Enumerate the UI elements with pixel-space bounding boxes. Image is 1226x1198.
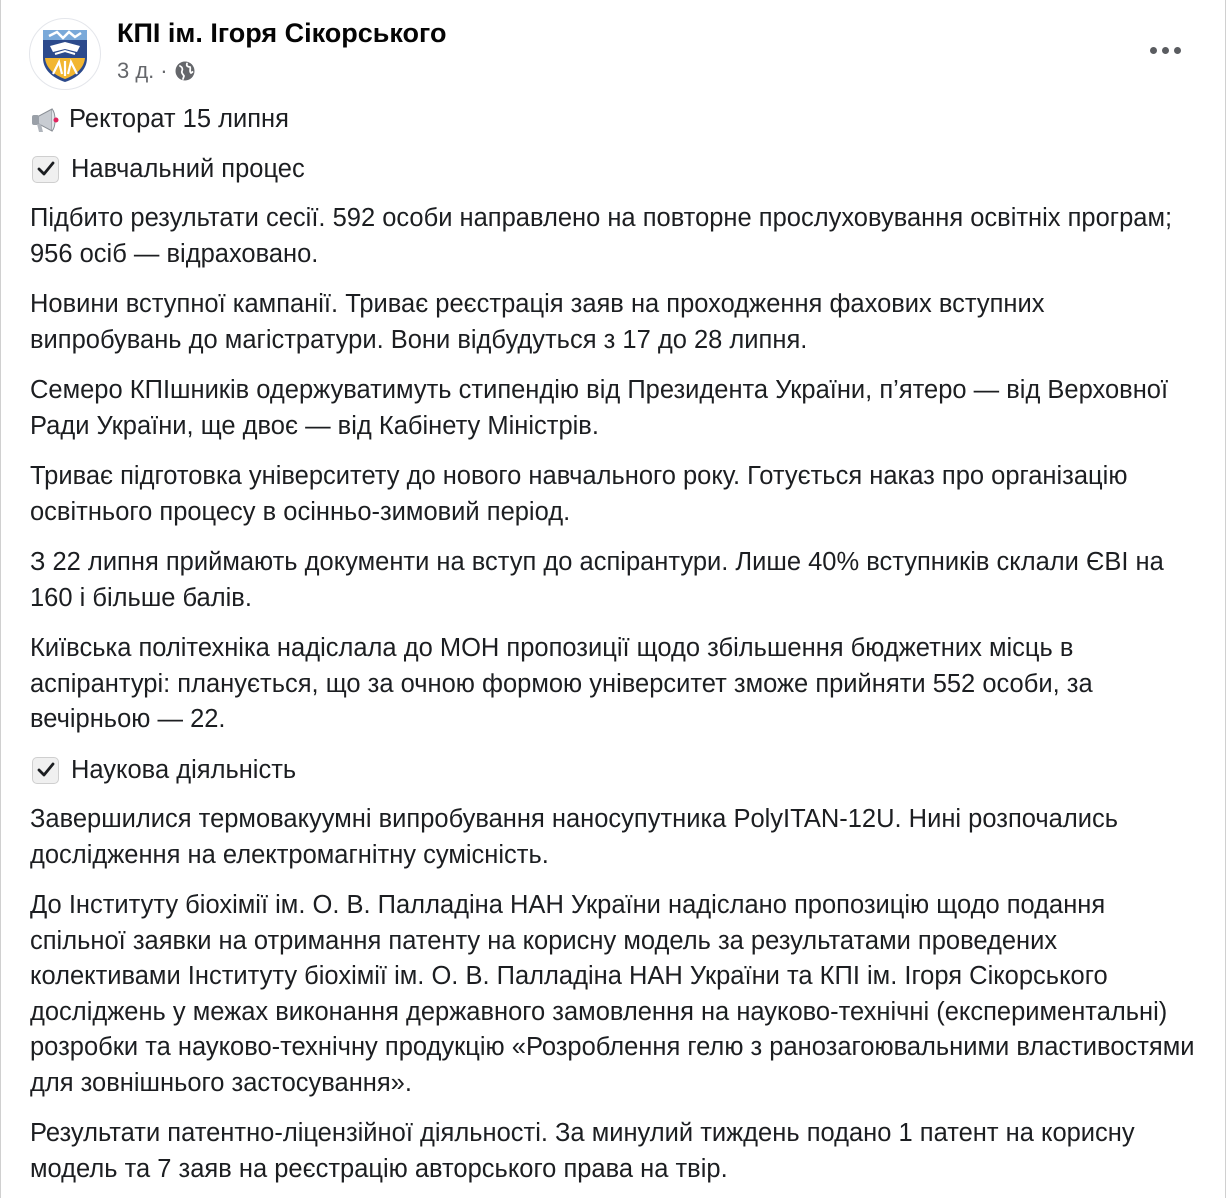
- paragraph: Семеро КПІшників одержуватимуть стипендію від Президента України, п’ятеро — від Верховної Ради України, ще двоє — від Кабінету Міністрів.: [30, 376, 1169, 440]
- post-header: [29, 14, 1185, 94]
- university-logo-icon: [35, 24, 95, 84]
- post-title: [30, 102, 1200, 138]
- paragraph: Новини вступної кампанії. Триває реєстрація заяв на проходження фахових вступних випробувань до магістратури. Вони відбудуться з 17 до 28 липня.: [30, 290, 1045, 354]
- more-horizontal-icon: [1150, 47, 1157, 54]
- meta-separator: ·: [160, 58, 168, 83]
- check-mark-icon: [32, 156, 59, 183]
- section-heading-text: Навчальний процес: [71, 154, 305, 183]
- megaphone-icon: [30, 105, 60, 135]
- page-avatar[interactable]: [29, 18, 101, 90]
- paragraph: Київська політехніка надіслала до МОН пропозиції щодо збільшення бюджетних місць в аспірантурі: планується, що за очною формою університет зможе прийняти 552 особи, за вечірньою — 22.: [30, 634, 1093, 733]
- paragraph: До Інституту біохімії ім. О. В. Палладіна НАН України надіслано пропозицію щодо подання спільної заявки на отримання патенту на корисну модель за результатами проведених колективами Інституту біохімії ім. О. В. Палладіна НАН України та КПІ ім. Ігоря Сікорського досліджень у межах виконання державного замовлення на науково-технічні (експериментальні) розробки та науково-технічну продукцію «Розроблення гелю з ранозагоювальними властивостями для зовнішнього застосування».: [30, 891, 1195, 1097]
- paragraph: Триває підготовка університету до нового навчального року. Готується наказ про організацію освітнього процесу в осінньо-зимовий період.: [30, 462, 1128, 526]
- paragraph: Завершилися термовакуумні випробування наносупутника PolyITAN-12U. Нині розпочались дослідження на електромагнітну сумісність.: [30, 805, 1118, 869]
- post-body: [30, 102, 1200, 1198]
- more-options-button[interactable]: [1145, 34, 1185, 66]
- section-heading-text: Наукова діяльність: [71, 755, 297, 784]
- section-heading: [30, 753, 1200, 789]
- post-meta: [117, 58, 196, 84]
- section-heading: [30, 152, 1200, 188]
- page-name-link[interactable]: КПІ ім. Ігоря Сікорського: [117, 18, 447, 48]
- paragraph: Підбито результати сесії. 592 особи направлено на повторне прослуховування освітніх програм; 956 осіб — відраховано.: [30, 204, 1173, 268]
- globe-icon[interactable]: [174, 60, 196, 82]
- post-timestamp[interactable]: 3 д.: [117, 58, 155, 83]
- title-text: Ректорат 15 липня: [69, 105, 289, 133]
- paragraph: З 22 липня приймають документи на вступ до аспірантури. Лише 40% вступників склали ЄВІ на 160 і більше балів.: [30, 548, 1164, 612]
- paragraph: Результати патентно-ліцензійної діяльності. За минулий тиждень подано 1 патент на корисну модель та 7 заяв на реєстрацію авторського права на твір.: [30, 1119, 1135, 1183]
- check-mark-icon: [32, 757, 59, 784]
